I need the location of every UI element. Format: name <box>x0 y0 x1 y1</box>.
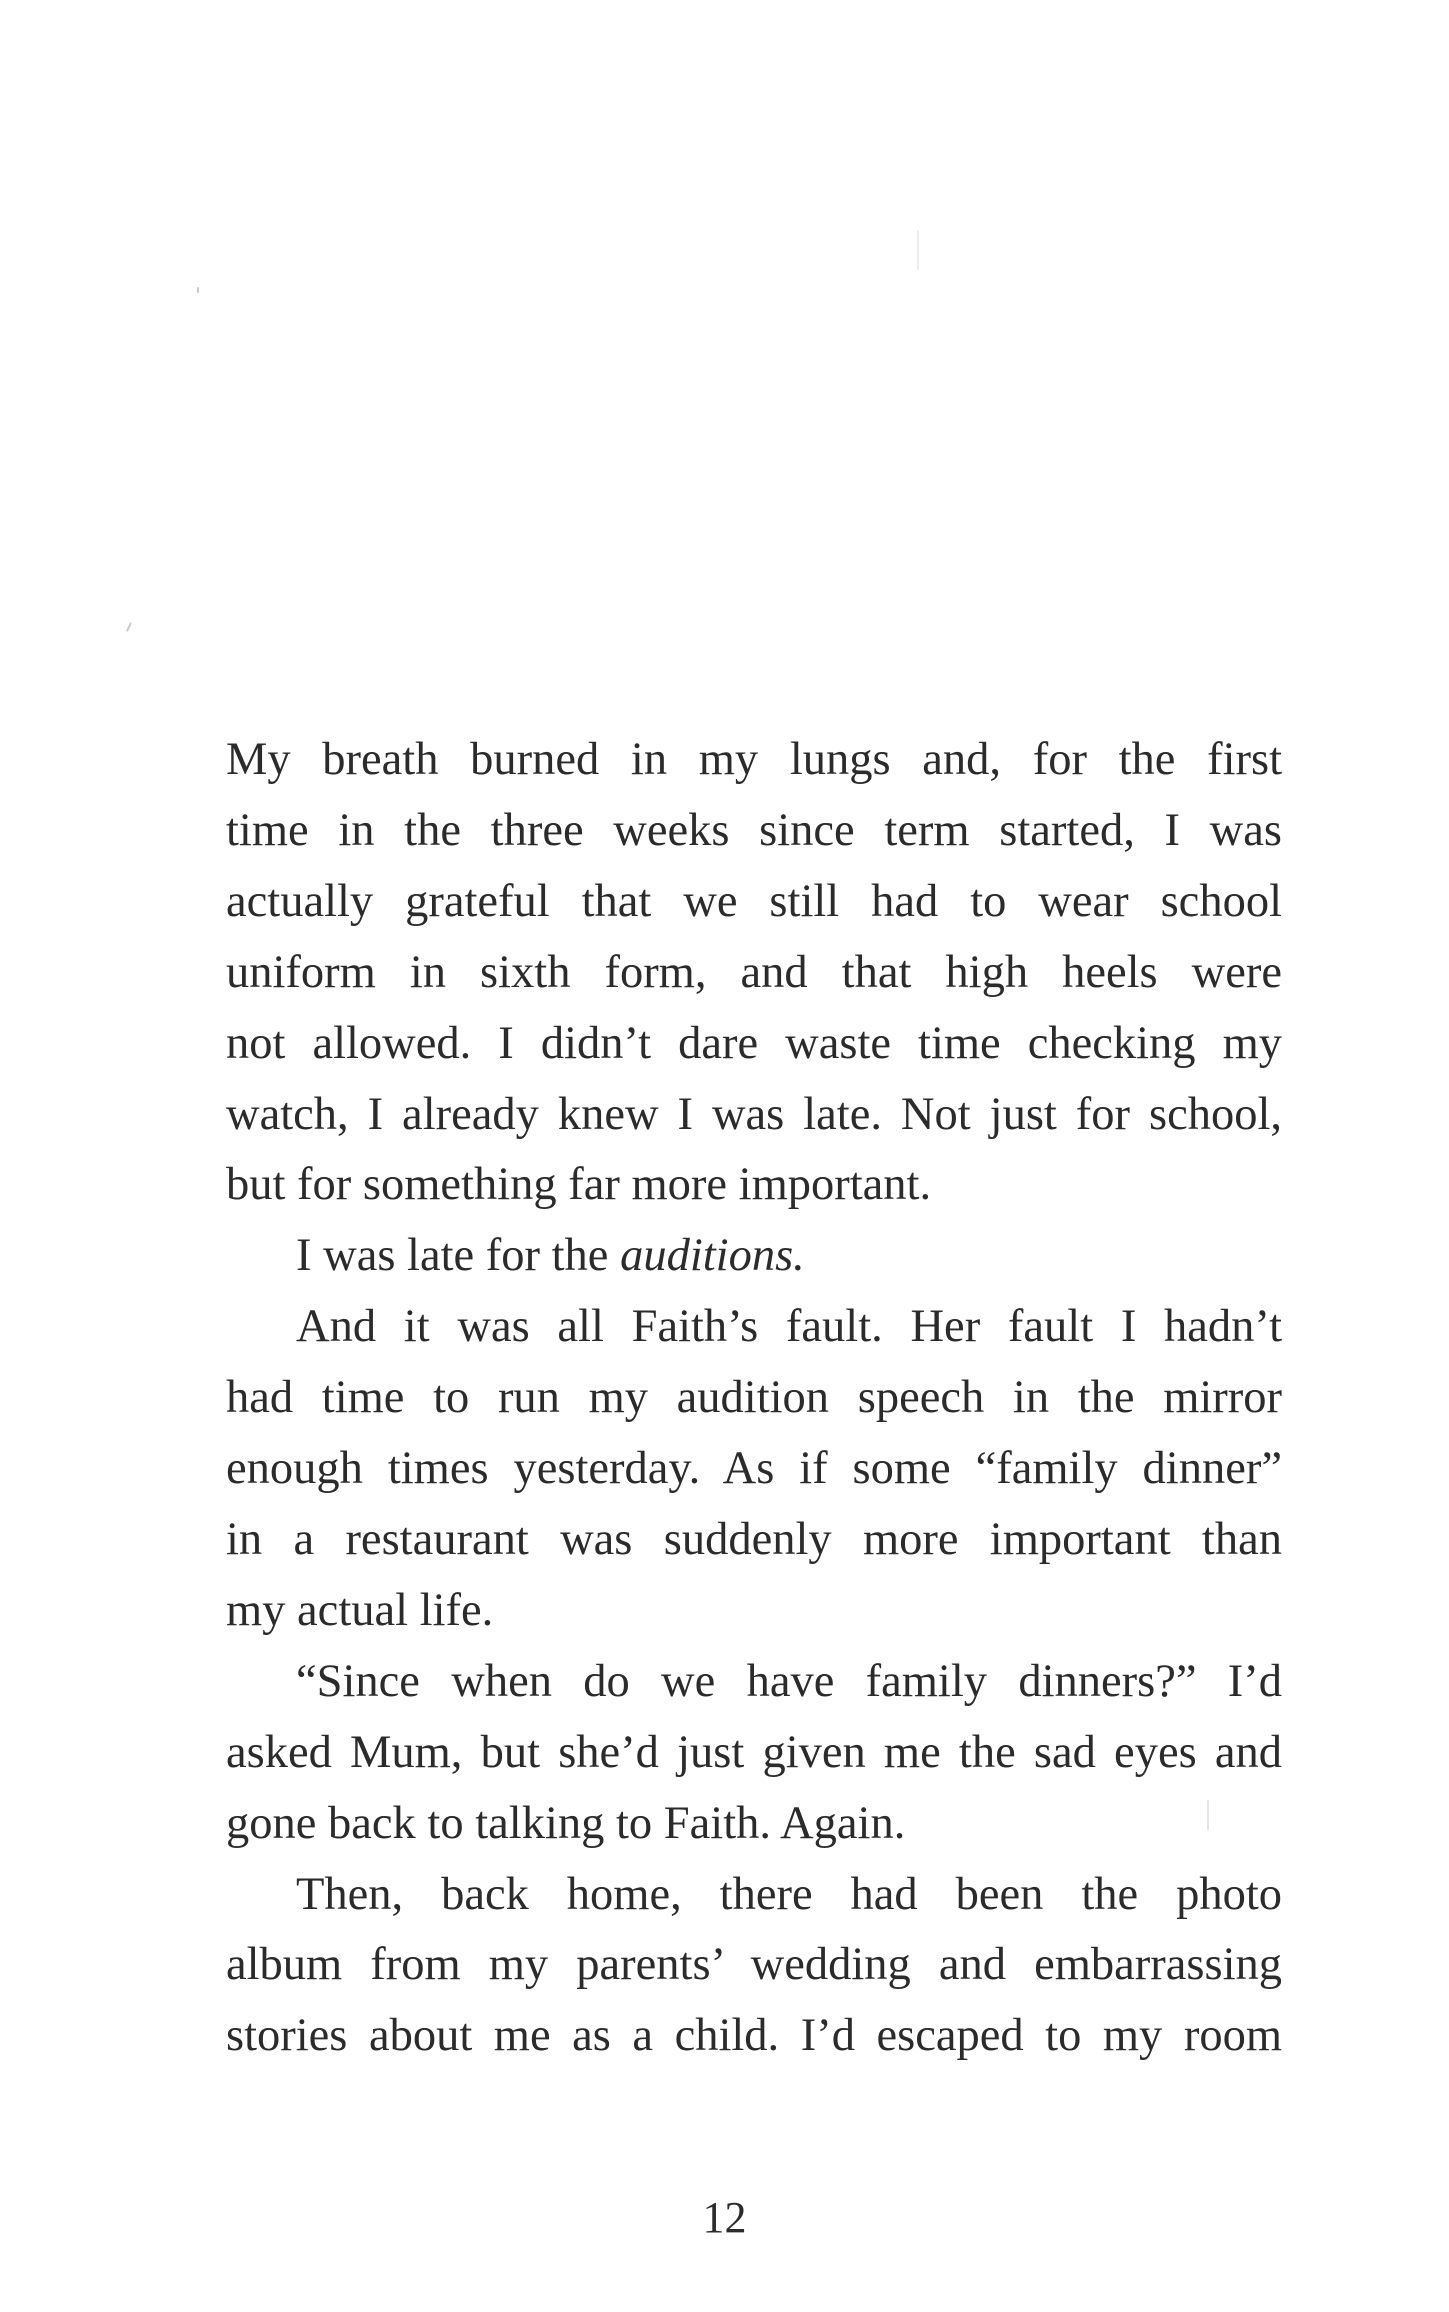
text-line: time in the three weeks since term started, I was <box>226 804 1282 856</box>
text-line: My breath burned in my lungs and, for the first <box>226 734 1282 785</box>
text-line: gone back to talking to Faith. Again. <box>226 1797 906 1849</box>
text-line-prefix: I was late for the <box>296 1230 621 1282</box>
scan-speck <box>917 230 919 270</box>
text-line: my actual life. <box>226 1584 494 1636</box>
text-line <box>226 1221 1282 1292</box>
italic-word: auditions. <box>620 1230 805 1282</box>
text-line: had time to run my audition speech in the mirror <box>226 1372 1282 1424</box>
text-line: album from my parents’ wedding and embarrassing <box>226 1939 1282 1991</box>
text-line: “Since when do we have family dinners?” I’d <box>296 1655 1282 1707</box>
text-line: asked Mum, but she’d just given me the sad eyes and <box>226 1726 1282 1778</box>
text-line: stories about me as a child. I’d escaped to my room <box>226 2010 1282 2062</box>
scan-speck <box>126 622 132 632</box>
text-line: but for something far more important. <box>226 1159 932 1211</box>
text-line: enough times yesterday. As if some “family dinner” <box>226 1443 1282 1495</box>
text-line: not allowed. I didn’t dare waste time checking my <box>226 1017 1282 1069</box>
text-line: Then, back home, there had been the photo <box>296 1868 1282 1920</box>
page-number: 12 <box>702 2193 747 2242</box>
text-line: watch, I already knew I was late. Not just for school, <box>226 1088 1282 1140</box>
body-text <box>226 725 1282 2072</box>
text-line: uniform in sixth form, and that high heels were <box>226 946 1282 998</box>
scan-speck <box>197 287 199 293</box>
text-line: in a restaurant was suddenly more important than <box>226 1513 1282 1565</box>
text-line: And it was all Faith’s fault. Her fault I hadn’t <box>296 1301 1282 1353</box>
text-line: actually grateful that we still had to wear school <box>226 875 1282 927</box>
